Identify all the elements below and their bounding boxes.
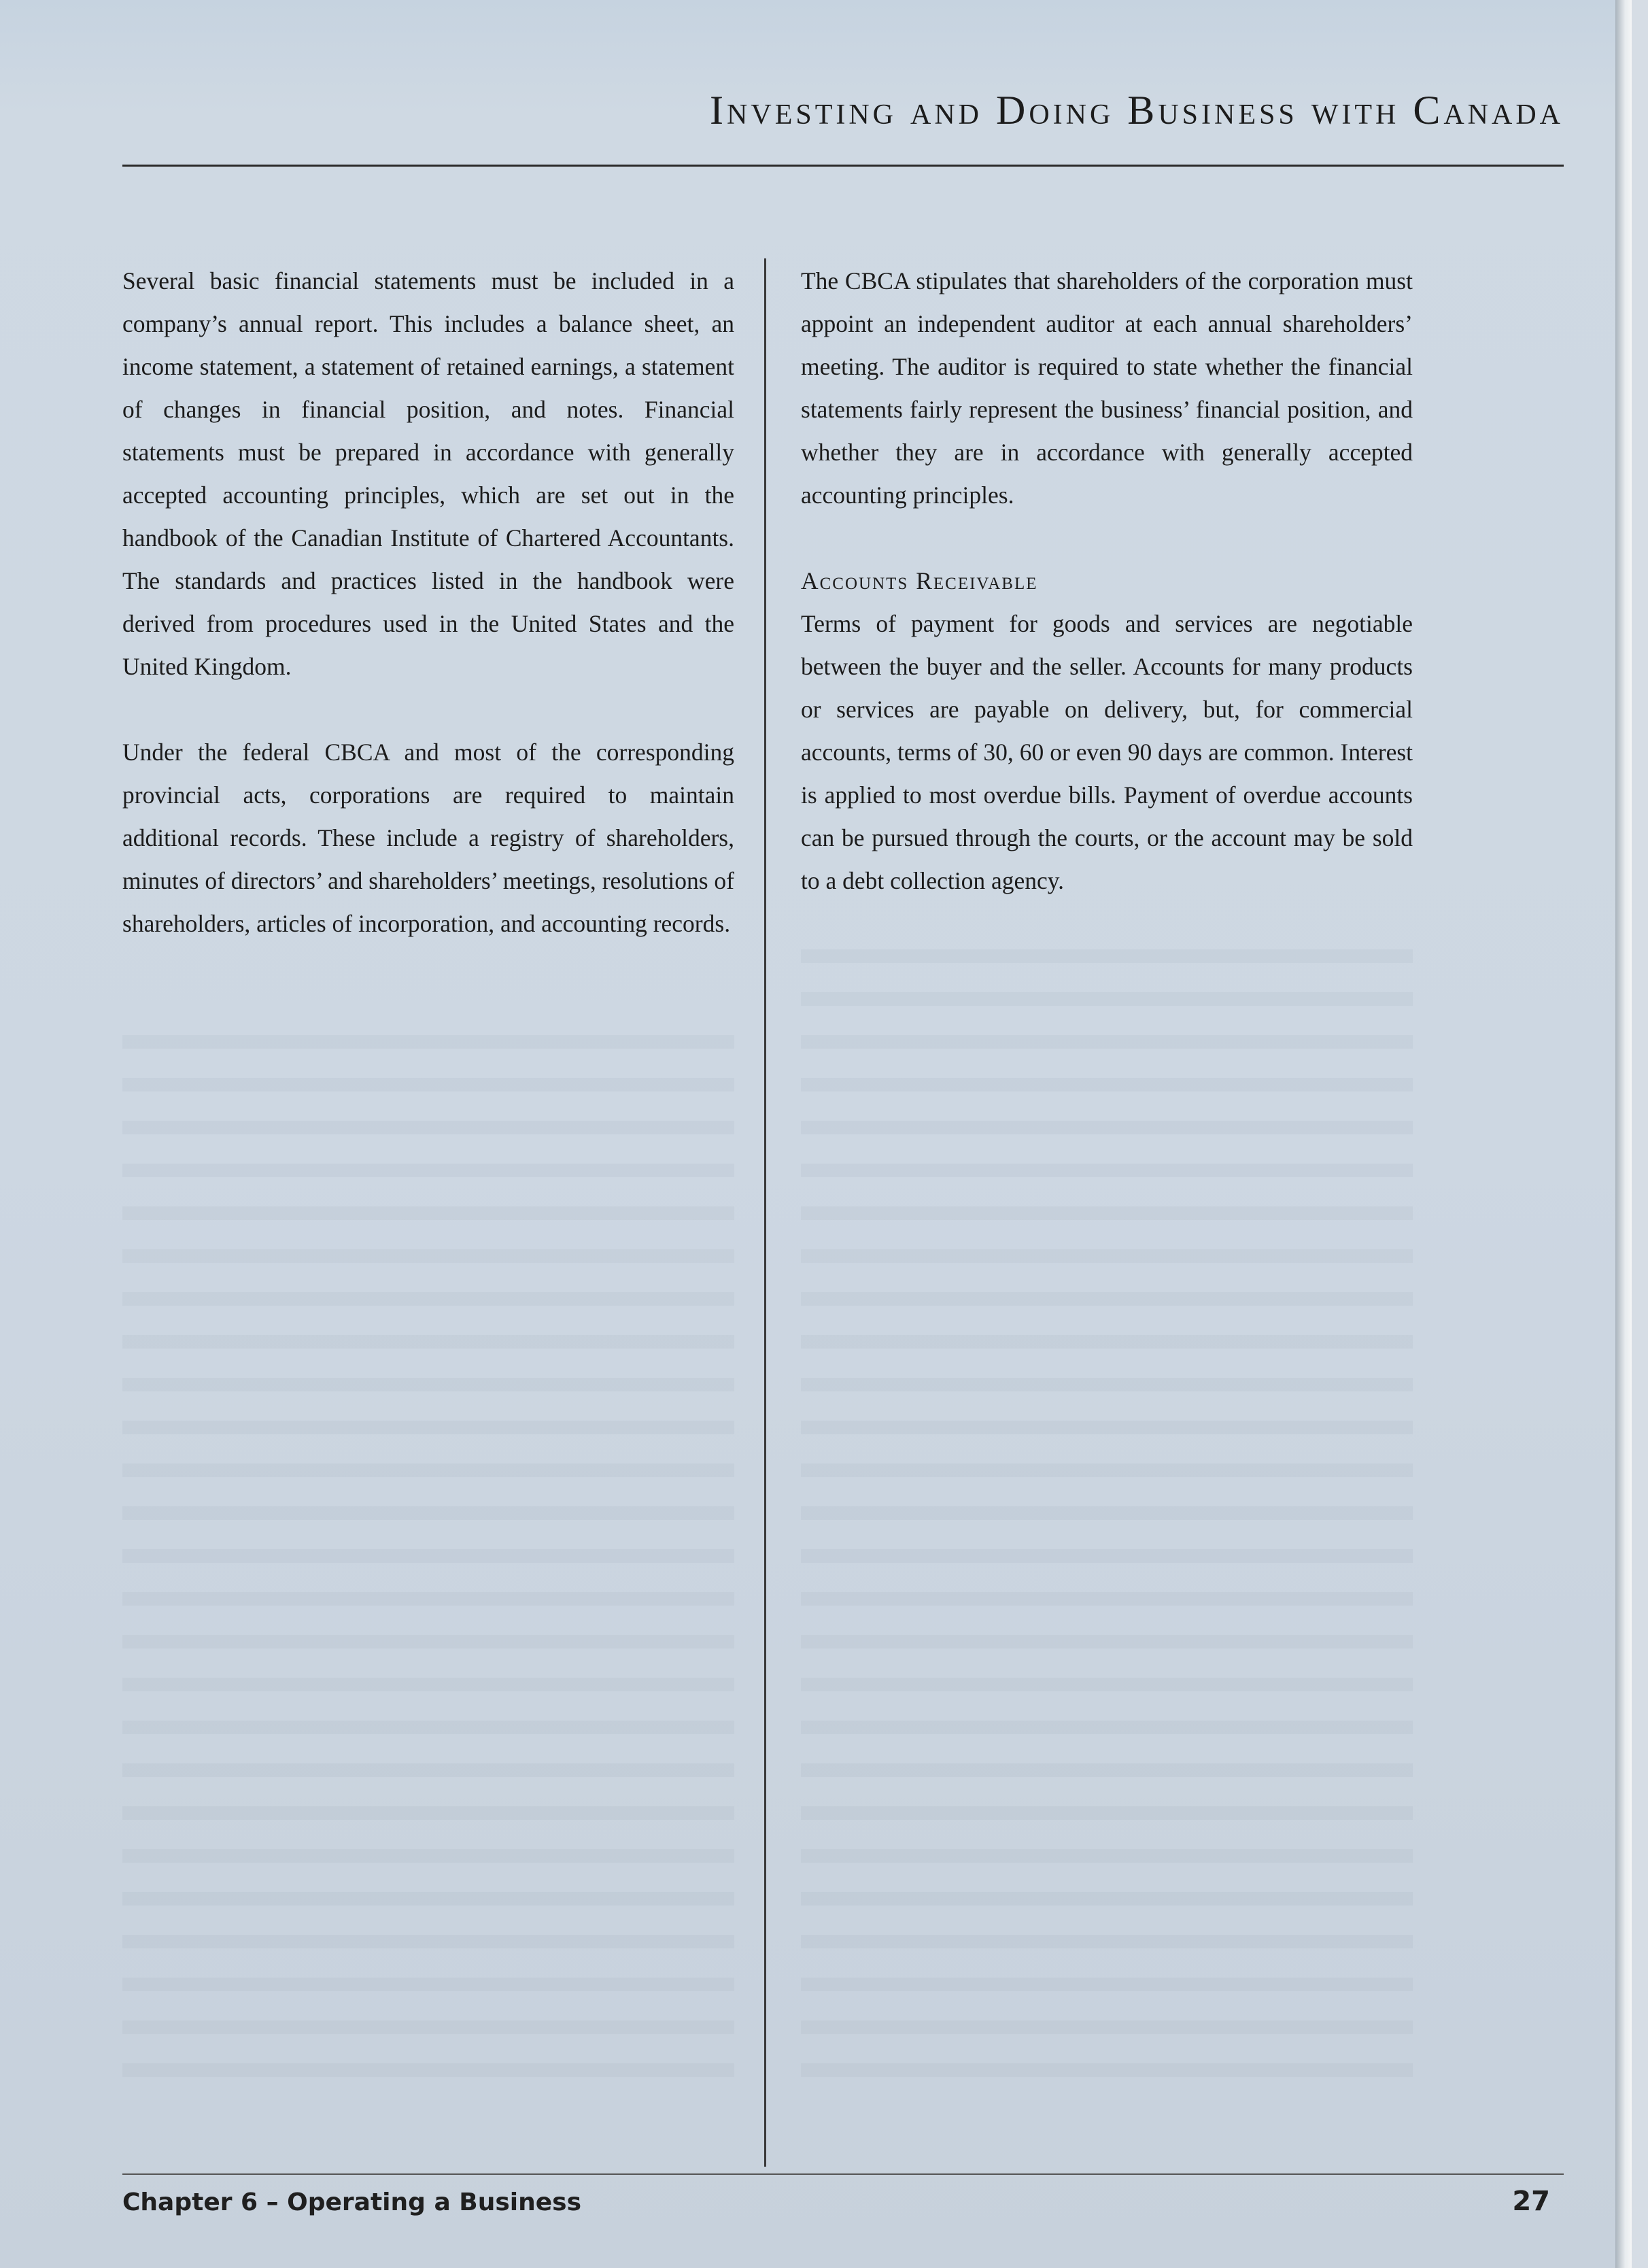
bleed-through-line — [801, 1663, 1413, 1706]
footer-rule — [122, 2173, 1564, 2175]
bleed-through-line — [122, 1149, 734, 1191]
bleed-through-line — [122, 1877, 734, 1920]
bleed-through-line — [801, 1406, 1413, 1449]
bleed-through-line — [801, 1191, 1413, 1234]
bleed-through-line — [801, 1577, 1413, 1620]
bleed-through-line — [801, 2005, 1413, 2048]
bleed-through-line — [801, 1320, 1413, 1363]
bleed-through-line — [801, 1149, 1413, 1191]
bleed-through-line — [122, 1534, 734, 1577]
bleed-through-line — [801, 1963, 1413, 2005]
bleed-through-line — [122, 1106, 734, 1149]
bleed-through-left — [122, 1020, 734, 2122]
bleed-through-line — [801, 1706, 1413, 1748]
bleed-through-line — [122, 1491, 734, 1534]
bleed-through-line — [122, 1277, 734, 1320]
bleed-through-line — [122, 1620, 734, 1663]
bleed-through-line — [801, 1234, 1413, 1277]
bleed-through-line — [122, 1834, 734, 1877]
bleed-through-line — [801, 2048, 1413, 2091]
bleed-through-line — [801, 1791, 1413, 1834]
bleed-through-line — [122, 1449, 734, 1491]
bleed-through-line — [801, 1363, 1413, 1406]
bleed-through-line — [801, 1534, 1413, 1577]
footer-chapter-title: Chapter 6 – Operating a Business — [122, 2188, 582, 2216]
bleed-through-line — [122, 2048, 734, 2091]
bleed-through-line — [122, 1963, 734, 2005]
paragraph-financial-statements: Several basic financial statements must be included in a company’s annual report. This includes a balance sheet, an income statement, a statement of retained earnings, a statement of changes in financial position, and notes. Financial statements must be prepared in accordance with generally accepted accounting principles, which are set out in the handbook of the Canadian Institute of Chartered Accountants. The standards and practices listed in the handbook were derived from procedures used in the United States and the United Kingdom. — [122, 267, 734, 680]
section-heading-accounts-receivable: Accounts Receivable — [801, 567, 1038, 594]
bleed-through-line — [122, 1406, 734, 1449]
left-column — [122, 260, 734, 945]
bleed-through-right — [801, 934, 1413, 2125]
right-column — [801, 260, 1413, 902]
bleed-through-line — [122, 1791, 734, 1834]
bleed-through-line — [122, 1320, 734, 1363]
bleed-through-line — [122, 1020, 734, 1063]
bleed-through-line — [122, 1577, 734, 1620]
bleed-through-line — [801, 1020, 1413, 1063]
bleed-through-line — [801, 1106, 1413, 1149]
column-divider — [764, 258, 766, 2167]
bleed-through-line — [122, 1191, 734, 1234]
bleed-through-line — [122, 2005, 734, 2048]
bleed-through-line — [122, 1063, 734, 1106]
bleed-through-line — [122, 1706, 734, 1748]
bleed-through-line — [122, 1748, 734, 1791]
bleed-through-line — [801, 1620, 1413, 1663]
bleed-through-line — [122, 1234, 734, 1277]
bleed-through-line — [801, 1491, 1413, 1534]
bleed-through-line — [801, 1877, 1413, 1920]
bleed-through-line — [122, 1663, 734, 1706]
bleed-through-line — [801, 1834, 1413, 1877]
paragraph-auditor: The CBCA stipulates that shareholders of the corporation must appoint an independent auditor at each annual shareholders’ meeting. The auditor is required to state whether the financial statements fairly represent the business’ financial position, and whether they are in accordance with generally accepted accounting principles. — [801, 267, 1413, 509]
bleed-through-line — [801, 1449, 1413, 1491]
paragraph-accounts-receivable: Terms of payment for goods and services are negotiable between the buyer and the seller. Accounts for many products or services are payable on delivery, but, for commercial accounts, terms of 30, 60 or even 90 days are common. Interest is applied to most overdue bills. Payment of overdue accounts can be pursued through the courts, or the account may be sold to a debt collection agency. — [801, 610, 1413, 894]
running-header-title: Investing and Doing Business with Canada — [710, 88, 1564, 133]
bleed-through-line — [801, 934, 1413, 977]
bleed-through-line — [801, 1748, 1413, 1791]
page-edge — [1615, 0, 1632, 2268]
page-number: 27 — [1512, 2186, 1550, 2217]
paragraph-additional-records: Under the federal CBCA and most of the corresponding provincial acts, corporations are required to maintain additional records. These include a registry of shareholders, minutes of directors’ and shareholders’ meetings, resolutions of shareholders, articles of incorporation, and accounting records. — [122, 739, 734, 937]
bleed-through-line — [801, 1277, 1413, 1320]
bleed-through-line — [801, 977, 1413, 1020]
bleed-through-line — [801, 1063, 1413, 1106]
bleed-through-line — [122, 1920, 734, 1963]
bleed-through-line — [122, 1363, 734, 1406]
header-rule — [122, 165, 1564, 167]
bleed-through-line — [801, 1920, 1413, 1963]
